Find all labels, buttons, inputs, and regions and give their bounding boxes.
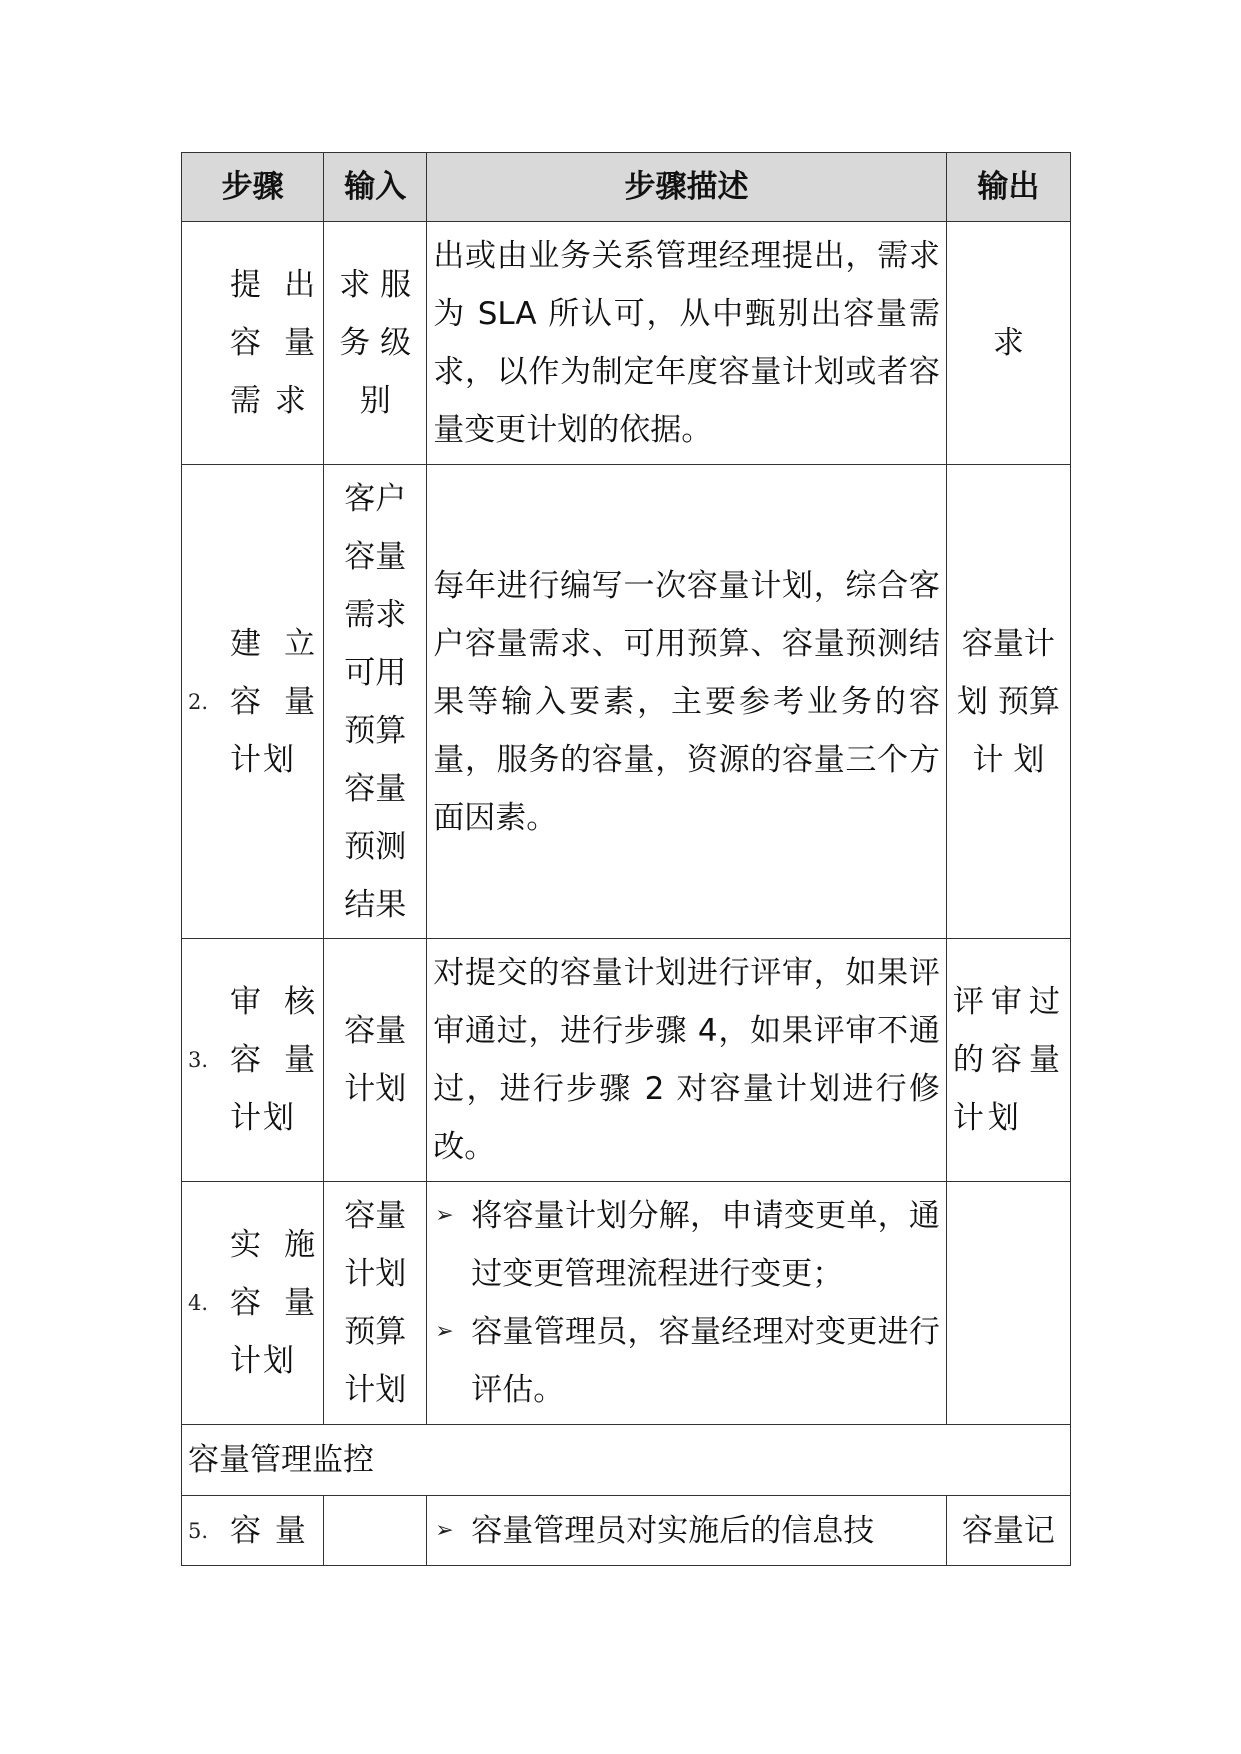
output-cell [946,1182,1070,1425]
step-cell [182,222,324,465]
description-cell [427,1182,947,1425]
bullet-text: 将容量计划分解，申请变更单，通过变更管理流程进行变更； [471,1198,940,1292]
description-cell: 每年进行编写一次容量计划，综合客户容量需求、可用预算、容量预测结果等输入要素，主要参考业务的容量，服务的容量，资源的容量三个方面因素。 [427,465,947,939]
list-item [433,1187,940,1303]
input-cell: 容量 计划 [324,939,427,1182]
output-cell: 求 [946,222,1070,465]
step-name: 实 施 容 量 计划 [230,1227,318,1379]
description-cell: 对提交的容量计划进行评审，如果评审通过，进行步骤 4，如果评审不通过，进行步骤 2 对容量计划进行修改。 [427,939,947,1182]
bullet-text: 容量管理员，容量经理对变更进行评估。 [471,1314,940,1408]
table-row [182,939,1071,1182]
section-title: 容量管理监控 [182,1425,1071,1496]
header-row [182,153,1071,222]
list-item [433,1303,940,1419]
step-name: 建 立 容 量 计划 [230,625,318,778]
table-row [182,1496,1071,1566]
step-number: 4. [188,1291,209,1315]
input-cell: 求 服务 级别 [324,222,427,465]
header-description: 步骤描述 [427,153,947,222]
arrow-bullet-icon: ➢ [435,1203,454,1228]
step-cell [182,465,324,939]
header-input: 输入 [324,153,427,222]
input-cell: 容量 计划 预算 计划 [324,1182,427,1425]
step-number: 5. [188,1518,209,1543]
step-name: 审 核 容 量 计划 [230,984,318,1136]
bullet-list [433,1187,940,1419]
output-cell: 容量计 划 预算计 划 [946,465,1070,939]
description-cell [427,1496,947,1566]
step-cell [182,1496,324,1566]
bullet-text: 容量管理员对实施后的信息技 [471,1512,875,1549]
arrow-bullet-icon: ➢ [435,1517,454,1543]
section-row [182,1425,1071,1496]
step-number: 2. [188,689,209,714]
output-cell: 评审过的容量计划 [946,939,1070,1182]
step-name: 提 出 容 量 需 求 [230,267,318,419]
header-output: 输出 [946,153,1070,222]
process-table [181,152,1071,1566]
table-row [182,1182,1071,1425]
table-row [182,222,1071,465]
input-cell [324,1496,427,1566]
description-cell: 出或由业务关系管理经理提出，需求为 SLA 所认可，从中甄别出容量需求，以作为制定年度容量计划或者容量变更计划的依据。 [427,222,947,465]
step-cell [182,1182,324,1425]
bullet-list [433,1502,940,1560]
input-cell: 客户 容量 需求 可用 预算 容量 预测 结果 [324,465,427,939]
table-row [182,465,1071,939]
step-number: 3. [188,1048,209,1072]
header-step: 步骤 [182,153,324,222]
step-name: 容 量 [230,1512,308,1549]
list-item [433,1502,940,1560]
output-cell: 容量记 [946,1496,1070,1566]
step-cell [182,939,324,1182]
arrow-bullet-icon: ➢ [435,1319,454,1344]
